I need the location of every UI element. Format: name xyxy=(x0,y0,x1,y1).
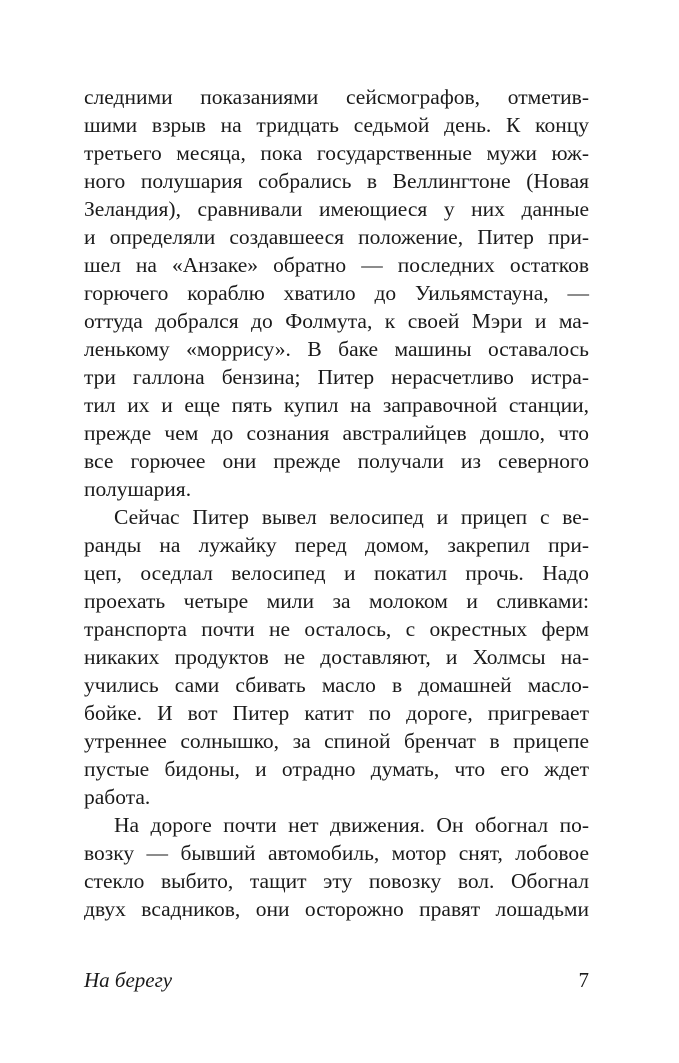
text-line: оттуда добрался до Фолмута, к своей Мэри и ма- xyxy=(84,309,589,333)
text-line: и определяли создавшееся положение, Питер при- xyxy=(84,225,589,249)
text-line: три галлона бензина; Питер нерасчетливо истра- xyxy=(84,365,589,389)
text-line: полушария. xyxy=(84,477,192,501)
text-line: возку — бывший автомобиль, мотор снят, лобовое xyxy=(84,841,589,865)
text-line: горючего кораблю хватило до Уильямстауна, — xyxy=(84,281,589,305)
text-line: ленькому «моррису». В баке машины оставалось xyxy=(84,337,589,361)
text-line: Сейчас Питер вывел велосипед и прицеп с ве- xyxy=(114,505,589,529)
text-line: следними показаниями сейсмографов, отметив- xyxy=(84,85,589,109)
text-line: шими взрыв на тридцать седьмой день. К концу xyxy=(84,113,589,137)
text-line: На дороге почти нет движения. Он обогнал по- xyxy=(114,813,589,837)
text-line: работа. xyxy=(84,785,151,809)
text-line: транспорта почти не осталось, с окрестных ферм xyxy=(84,617,589,641)
body-text xyxy=(84,83,589,923)
text-line: пустые бидоны, и отрадно думать, что его ждет xyxy=(84,757,589,781)
text-line: двух всадников, они осторожно правят лошадьми xyxy=(84,897,589,921)
text-line: никаких продуктов не доставляют, и Холмсы на- xyxy=(84,645,589,669)
text-line: все горючее они прежде получали из северного xyxy=(84,449,589,473)
text-line: ного полушария собрались в Веллингтоне (Новая xyxy=(84,169,589,193)
page-footer xyxy=(84,966,589,994)
text-line: третьего месяца, пока государственные мужи юж- xyxy=(84,141,589,165)
text-line: стекло выбито, тащит эту повозку вол. Обогнал xyxy=(84,869,589,893)
page-number: 7 xyxy=(578,968,589,992)
text-line: бойке. И вот Питер катит по дороге, пригревает xyxy=(84,701,589,725)
text-line: прежде чем до сознания австралийцев дошло, что xyxy=(84,421,589,445)
text-line: тил их и еще пять купил на заправочной станции, xyxy=(84,393,589,417)
running-title: На берегу xyxy=(84,968,173,992)
text-line: шел на «Анзаке» обратно — последних остатков xyxy=(84,253,589,277)
text-line: учились сами сбивать масло в домашней масло- xyxy=(84,673,589,697)
text-line: ранды на лужайку перед домом, закрепил при- xyxy=(84,533,589,557)
text-line: Зеландия), сравнивали имеющиеся у них данные xyxy=(84,197,589,221)
text-line: проехать четыре мили за молоком и сливками: xyxy=(84,589,589,613)
text-line: цеп, оседлал велосипед и покатил прочь. Надо xyxy=(84,561,589,585)
text-line: утреннее солнышко, за спиной бренчат в прицепе xyxy=(84,729,589,753)
